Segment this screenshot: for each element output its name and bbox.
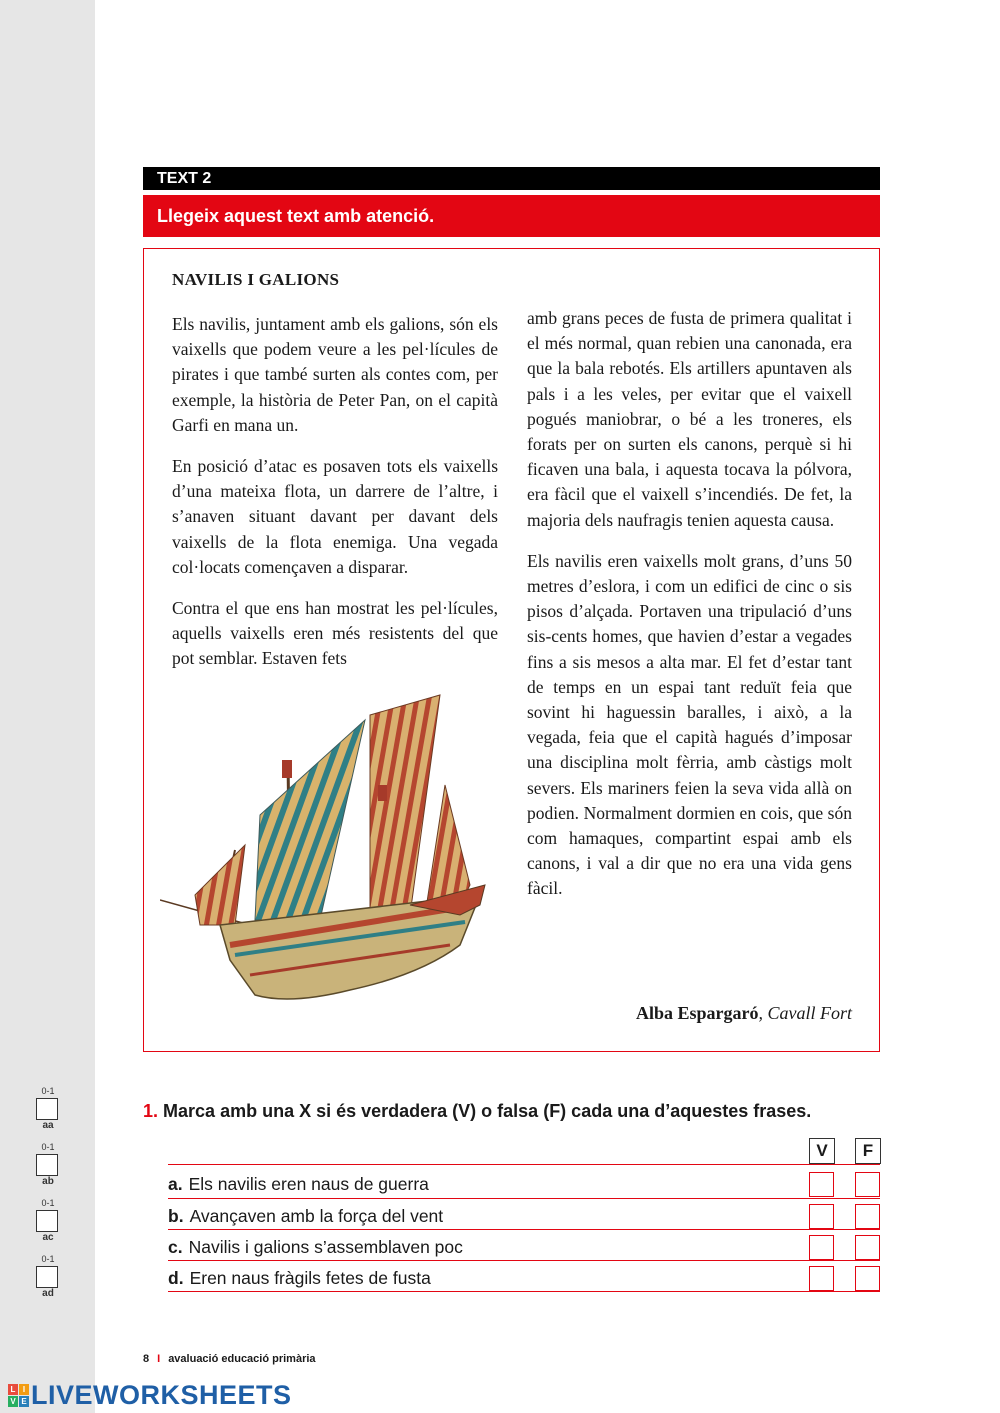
article-paragraph: Contra el que ens han mostrat les pel·lícules, aquells vaixells eren més resistents del que pot semblar. Estaven fets bbox=[172, 598, 498, 669]
article-right-column bbox=[527, 306, 852, 918]
article-paragraph: Els navilis, juntament amb els galions, són els vaixells que podem veure a les pel·lícules de pirates i que també surten als contes com, per exemple, la història de Peter Pan, on el capità Garfi en mana un. bbox=[172, 314, 498, 435]
statement-letter: d. bbox=[168, 1268, 184, 1288]
checkbox-a-false[interactable] bbox=[855, 1172, 880, 1197]
footer-separator: I bbox=[157, 1353, 161, 1365]
row-divider bbox=[168, 1229, 880, 1230]
statement-text: Avançaven amb la força del vent bbox=[189, 1206, 444, 1226]
score-input[interactable] bbox=[36, 1210, 58, 1232]
article-title: NAVILIS I GALIONS bbox=[172, 270, 340, 289]
score-box-ab bbox=[36, 1142, 60, 1187]
question-text: Marca amb una X si és verdadera (V) o falsa (F) cada una d’aquestes frases. bbox=[163, 1101, 812, 1121]
ship-illustration bbox=[160, 690, 495, 1020]
liveworksheets-logo[interactable] bbox=[8, 1381, 292, 1409]
statement-text: Eren naus fràgils fetes de fusta bbox=[189, 1268, 431, 1288]
column-header-f: F bbox=[855, 1138, 881, 1164]
score-code: ac bbox=[42, 1232, 54, 1243]
statement-letter: c. bbox=[168, 1237, 183, 1257]
section-label: TEXT 2 bbox=[143, 167, 880, 190]
column-header-v: V bbox=[809, 1138, 835, 1164]
logo-wordmark: LIVEWORKSHEETS bbox=[31, 1379, 292, 1410]
article-left-column bbox=[172, 312, 498, 688]
article-paragraph: amb grans peces de fusta de primera qualitat i el més normal, quan rebien una canonada, era que la bala rebotés. Els artillers apuntaven als pals i a les veles, per evitar que el vaixell pogués maniobrar, o bé a les troneres, els forats per on surten els canons, perquè si hi ficaven una bala, i aquesta tocava la pólvora, era fàcil que el vaixell s’incendiés. De fet, la majoria dels naufragis tenien aquesta causa. bbox=[527, 308, 852, 530]
logo-letter: L bbox=[8, 1384, 18, 1395]
checkbox-d-false[interactable] bbox=[855, 1266, 880, 1291]
checkbox-c-true[interactable] bbox=[809, 1235, 834, 1260]
score-range: 0-1 bbox=[41, 1142, 55, 1152]
article-credit bbox=[636, 1003, 852, 1024]
score-input[interactable] bbox=[36, 1266, 58, 1288]
score-range: 0-1 bbox=[41, 1254, 55, 1264]
row-divider bbox=[168, 1291, 880, 1292]
score-box-aa bbox=[36, 1086, 60, 1131]
checkbox-b-false[interactable] bbox=[855, 1204, 880, 1229]
score-range: 0-1 bbox=[41, 1198, 55, 1208]
question-prompt bbox=[143, 1101, 811, 1122]
score-code: ad bbox=[42, 1288, 54, 1299]
score-input[interactable] bbox=[36, 1154, 58, 1176]
statement-d bbox=[168, 1268, 431, 1289]
logo-icon bbox=[8, 1384, 29, 1407]
score-range: 0-1 bbox=[41, 1086, 55, 1096]
checkbox-b-true[interactable] bbox=[809, 1204, 834, 1229]
statement-letter: a. bbox=[168, 1174, 183, 1194]
statement-c bbox=[168, 1237, 463, 1258]
statement-b bbox=[168, 1206, 443, 1227]
logo-letter: V bbox=[8, 1396, 18, 1407]
checkbox-d-true[interactable] bbox=[809, 1266, 834, 1291]
score-code: aa bbox=[42, 1120, 54, 1131]
article-paragraph: Els navilis eren vaixells molt grans, d’uns 50 metres d’eslora, i com un edifici de cinc o sis pisos d’alçada. Portaven una tripulació d’uns sis-cents homes, que havien d’estar a vegades fins a sis mesos a alta mar. El fet d’estar tant de temps en un espai tant reduït feia que sovint hi haguessin baralles, i això, a la vegada, feia que el capità hagués d’imposar una disciplina molt fèrria, amb càstigs molt severs. Els mariners feien la seva vida allà on podien. Normalment dormien en cois, que són com hamaques, compartint espai amb els canons, i val a dir que no era una vida gens fàcil. bbox=[527, 550, 852, 899]
credit-author: Alba Espargaró bbox=[635, 1003, 759, 1023]
score-input[interactable] bbox=[36, 1098, 58, 1120]
page-footer bbox=[143, 1353, 316, 1365]
credit-source: , Cavall Fort bbox=[758, 1003, 852, 1023]
row-divider bbox=[168, 1260, 880, 1261]
statement-text: Els navilis eren naus de guerra bbox=[188, 1174, 429, 1194]
checkbox-a-true[interactable] bbox=[809, 1172, 834, 1197]
statement-letter: b. bbox=[168, 1206, 184, 1226]
footer-label: avaluació educació primària bbox=[168, 1353, 316, 1365]
logo-letter: I bbox=[19, 1384, 29, 1395]
row-divider bbox=[168, 1164, 880, 1165]
page-number: 8 bbox=[143, 1353, 150, 1365]
statement-text: Navilis i galions s’assemblaven poc bbox=[188, 1237, 463, 1257]
instruction-banner: Llegeix aquest text amb atenció. bbox=[143, 195, 880, 237]
statement-a bbox=[168, 1174, 429, 1195]
score-box-ad bbox=[36, 1254, 60, 1299]
question-number: 1. bbox=[143, 1101, 159, 1121]
logo-letter: E bbox=[19, 1396, 29, 1407]
score-box-ac bbox=[36, 1198, 60, 1243]
checkbox-c-false[interactable] bbox=[855, 1235, 880, 1260]
article-paragraph: En posició d’atac es posaven tots els vaixells d’una mateixa flota, un darrere de l’altre, i s’anaven situant davant per davant dels vaixells de la flota enemiga. Una vegada col·locats començaven a disparar. bbox=[172, 456, 498, 577]
row-divider bbox=[168, 1198, 880, 1199]
score-code: ab bbox=[42, 1176, 54, 1187]
